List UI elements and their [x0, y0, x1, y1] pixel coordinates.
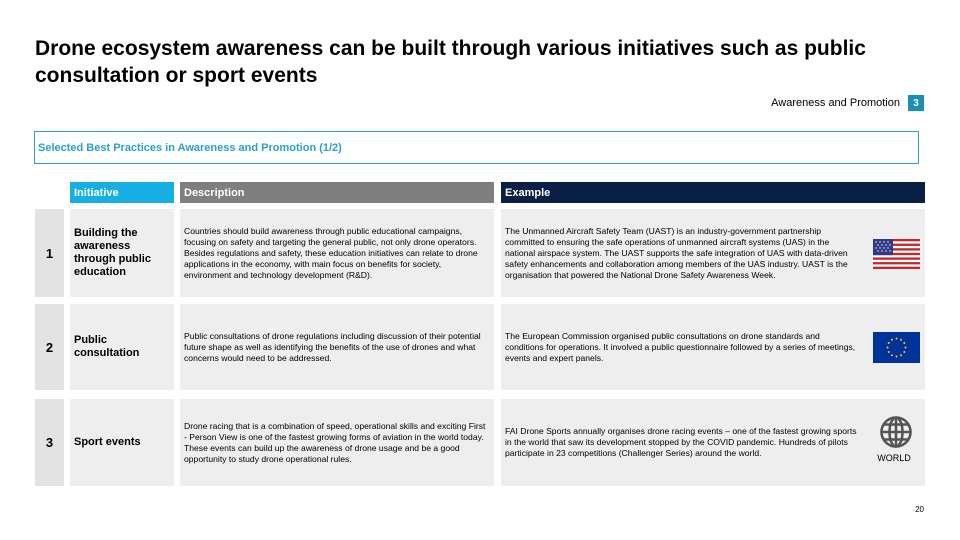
us-flag-icon [873, 239, 920, 274]
header-example: Example [501, 182, 925, 203]
row-initiative: Building the awareness through public education [70, 209, 174, 297]
row-initiative: Public consultation [70, 304, 174, 390]
row-example: The Unmanned Aircraft Safety Team (UAST) is an industry-government partnership committed to ensuring the safe operations of unmanned aircraft systems (UAS) in the national airspace system. The UAST supports the safe integration of UAS with data-driven safety enhancements and collaboration among members of the UAS industry. UAST is the organisation that powered the National Drone Safety Awareness Week. [501, 209, 925, 297]
row-example: FAI Drone Sports annually organises drone racing events – one of the fastest growing sports in the world that saw its development stopped by the COVID pandemic. Hundreds of pilots participate in 23 competitions (Challenger Series) around the world. [501, 399, 925, 486]
subtitle-box [34, 131, 919, 164]
row-example: The European Commission organised public consultations on drone standards and conditions for operations. It involved a public questionnaire followed by a series of meetings, events and expert panels. [501, 304, 925, 390]
row-description: Drone racing that is a combination of speed, operational skills and exciting First - Person View is one of the fastest growing forms of aviation in the world today. These events can build up the awareness of drone usage and be a good opportunity to study drone operational rules. [180, 399, 494, 486]
header-description: Description [180, 182, 494, 203]
subtitle-text: Selected Best Practices in Awareness and Promotion (1/2) [38, 141, 342, 154]
row-number: 3 [35, 399, 64, 486]
section-number-badge: 3 [908, 95, 924, 111]
header-initiative: Initiative [70, 182, 174, 203]
row-number: 2 [35, 304, 64, 390]
page-title: Drone ecosystem awareness can be built through various initiatives such as public consultation or sport events [35, 37, 866, 87]
row-initiative: Sport events [70, 399, 174, 486]
eu-flag-icon [873, 332, 920, 368]
world-label: WORLD [877, 453, 911, 463]
section-label: Awareness and Promotion [771, 97, 900, 109]
row-description: Countries should build awareness through public educational campaigns, focusing on safety and targeting the general public, not only drone operators. Besides regulations and safety, these education initiatives can relate to drone applications in the economy, with main focus on benefits for society, environment and technology development (R&D). [180, 209, 494, 297]
globe-icon [879, 415, 913, 454]
row-description: Public consultations of drone regulations including discussion of their potential future shape as well as identifying the benefits of the use of drones and what concerns would need to be addressed. [180, 304, 494, 390]
row-number: 1 [35, 209, 64, 297]
page-number: 20 [915, 505, 924, 514]
section-tag [771, 95, 924, 111]
